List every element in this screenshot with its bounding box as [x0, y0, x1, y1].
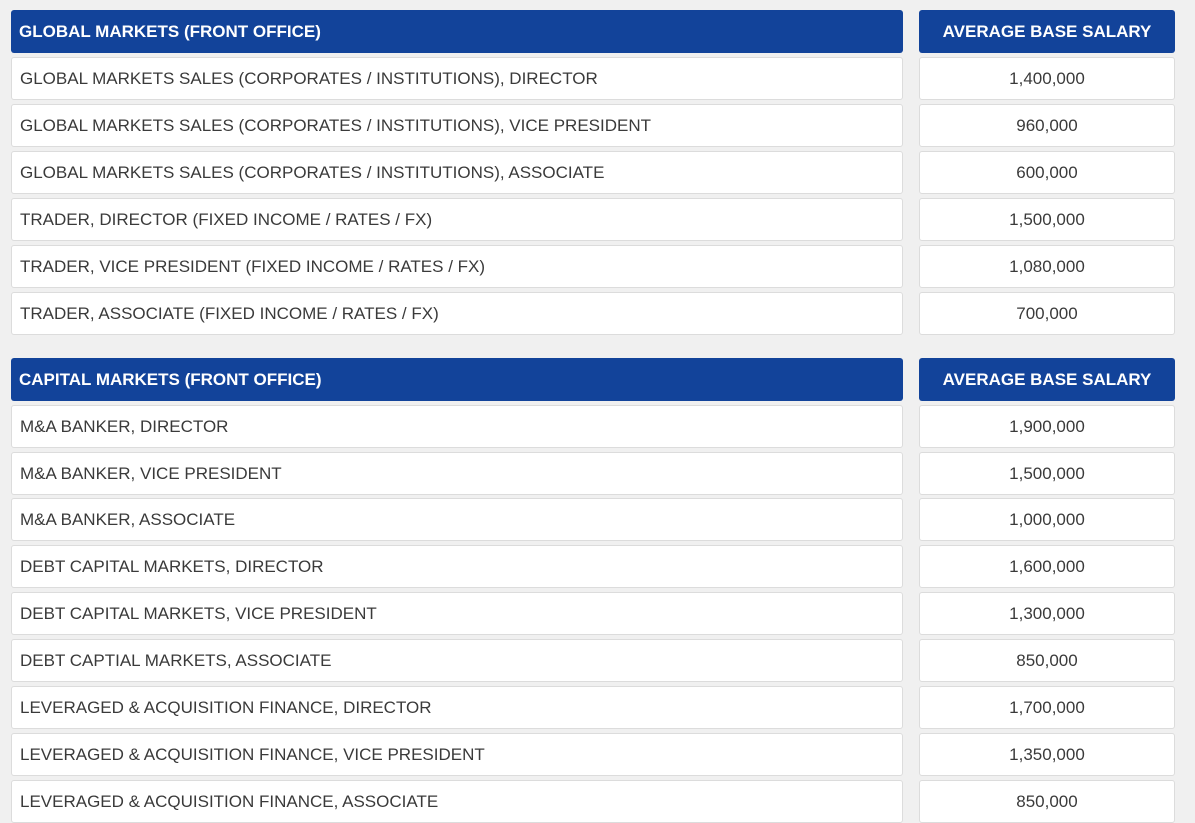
table-row — [0, 733, 1195, 776]
role-cell: M&A BANKER, ASSOCIATE — [11, 498, 903, 541]
role-cell: DEBT CAPTIAL MARKETS, ASSOCIATE — [11, 639, 903, 682]
salary-cell: 1,500,000 — [919, 452, 1175, 495]
table-row — [0, 405, 1195, 448]
salary-cell: 1,300,000 — [919, 592, 1175, 635]
table-row — [0, 198, 1195, 241]
role-cell: LEVERAGED & ACQUISITION FINANCE, VICE PRESIDENT — [11, 733, 903, 776]
table-row — [0, 592, 1195, 635]
salary-cell: 850,000 — [919, 639, 1175, 682]
salary-cell: 1,000,000 — [919, 498, 1175, 541]
role-cell: TRADER, DIRECTOR (FIXED INCOME / RATES / FX) — [11, 198, 903, 241]
salary-cell: 960,000 — [919, 104, 1175, 147]
role-cell: GLOBAL MARKETS SALES (CORPORATES / INSTITUTIONS), ASSOCIATE — [11, 151, 903, 194]
salary-column-header: AVERAGE BASE SALARY — [919, 10, 1175, 53]
salary-cell: 1,400,000 — [919, 57, 1175, 100]
table-row — [0, 686, 1195, 729]
table-row — [0, 104, 1195, 147]
salary-cell: 1,080,000 — [919, 245, 1175, 288]
table-row — [0, 639, 1195, 682]
table-row — [0, 245, 1195, 288]
role-cell: LEVERAGED & ACQUISITION FINANCE, DIRECTOR — [11, 686, 903, 729]
role-cell: DEBT CAPITAL MARKETS, DIRECTOR — [11, 545, 903, 588]
table-header-row — [0, 358, 1195, 401]
role-cell: GLOBAL MARKETS SALES (CORPORATES / INSTITUTIONS), DIRECTOR — [11, 57, 903, 100]
role-cell: TRADER, ASSOCIATE (FIXED INCOME / RATES / FX) — [11, 292, 903, 335]
section-title: CAPITAL MARKETS (FRONT OFFICE) — [11, 358, 903, 401]
table-row — [0, 780, 1195, 823]
role-cell: M&A BANKER, DIRECTOR — [11, 405, 903, 448]
role-cell: TRADER, VICE PRESIDENT (FIXED INCOME / RATES / FX) — [11, 245, 903, 288]
table-row — [0, 57, 1195, 100]
salary-cell: 1,900,000 — [919, 405, 1175, 448]
table-row — [0, 151, 1195, 194]
salary-cell: 1,600,000 — [919, 545, 1175, 588]
role-cell: M&A BANKER, VICE PRESIDENT — [11, 452, 903, 495]
role-cell: LEVERAGED & ACQUISITION FINANCE, ASSOCIATE — [11, 780, 903, 823]
salary-cell: 1,700,000 — [919, 686, 1175, 729]
table-row — [0, 452, 1195, 495]
salary-cell: 600,000 — [919, 151, 1175, 194]
role-cell: DEBT CAPITAL MARKETS, VICE PRESIDENT — [11, 592, 903, 635]
table-header-row — [0, 10, 1195, 53]
salary-column-header: AVERAGE BASE SALARY — [919, 358, 1175, 401]
salary-cell: 850,000 — [919, 780, 1175, 823]
table-row — [0, 545, 1195, 588]
salary-cell: 700,000 — [919, 292, 1175, 335]
role-cell: GLOBAL MARKETS SALES (CORPORATES / INSTITUTIONS), VICE PRESIDENT — [11, 104, 903, 147]
salary-cell: 1,350,000 — [919, 733, 1175, 776]
table-row — [0, 498, 1195, 541]
section-title: GLOBAL MARKETS (FRONT OFFICE) — [11, 10, 903, 53]
table-row — [0, 292, 1195, 335]
salary-cell: 1,500,000 — [919, 198, 1175, 241]
